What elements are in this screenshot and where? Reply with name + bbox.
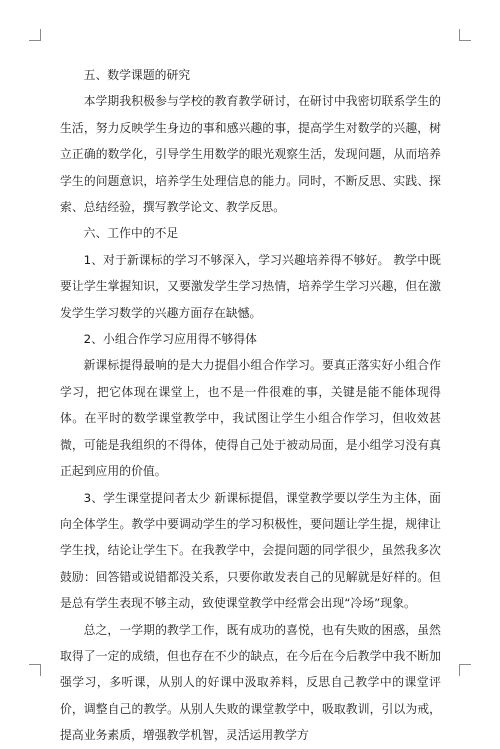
crop-mark-bottom-left <box>29 664 41 676</box>
paragraph-research: 本学期我积极参与学校的教育教学研讨，在研讨中我密切联系学生的生活，努力反映学生身边的事和感兴趣的事，提高学生对数学的兴趣，树立正确的数学化，引导学生用数学的眼光观察生活，发现问题，从而培养学生的问题意识，培养学生处理信息的能力。同时，不断反思、实践、探索、总结经验，撰写教学论文、教学反思。 <box>60 94 441 215</box>
crop-mark-top-left <box>29 29 41 41</box>
paragraph-shortcoming-3: 3、学生课堂提问者太少 新课标提倡，课堂教学要以学生为主体，面向全体学生。教学中要调动学生的学习积极性，要问题让学生提，规律让学生找，结论让学生下。在我教学中，会提问题的同学很少，虽然我多次鼓励：回答错或说错都没关系，只要你敢发表自己的见解就是好样的。但是总有学生表现不够主动，致使课堂教学中经常会出现“冷场”现象。 <box>60 490 441 611</box>
section-heading-research: 五、数学课题的研究 <box>83 68 191 82</box>
section-heading-shortcomings: 六、工作中的不足 <box>83 226 179 241</box>
crop-mark-bottom-right <box>459 664 471 676</box>
subheading-shortcoming-2: 2、小组合作学习应用得不够得体 <box>83 332 258 347</box>
document-body <box>60 62 441 749</box>
paragraph-shortcoming-2: 新课标提得最响的是大力提倡小组合作学习。要真正落实好小组合作学习，把它体现在课堂上，也不是一件很难的事，关键是能不能体现得体。在平时的数学课堂教学中，我试图让学生小组合作学习，但收效甚微，可能是我组织的不得体，使得自己处于被动局面，是小组学习没有真正起到应用的价值。 <box>60 358 441 479</box>
crop-mark-top-right <box>459 29 471 41</box>
paragraph-shortcoming-1: 1、对于新课标的学习不够深入，学习兴趣培养得不够好。 教学中既要让学生掌握知识，又要激发学生学习热情，培养学生学习兴趣，但在激发学生学习数学的兴趣方面存在缺憾。 <box>60 252 441 320</box>
paragraph-summary: 总之，一学期的教学工作，既有成功的喜悦，也有失败的困惑，虽然取得了一定的成绩，但也存在不少的缺点，在今后在今后教学中我不断加强学习，多听课，从别人的好课中汲取养料，反思自己教学中的课堂评价，调整自己的教学。从别人失败的课堂教学中，吸取教训，引以为戒，提高业务素质，增强教学机智，灵活运用教学方 <box>60 622 441 743</box>
